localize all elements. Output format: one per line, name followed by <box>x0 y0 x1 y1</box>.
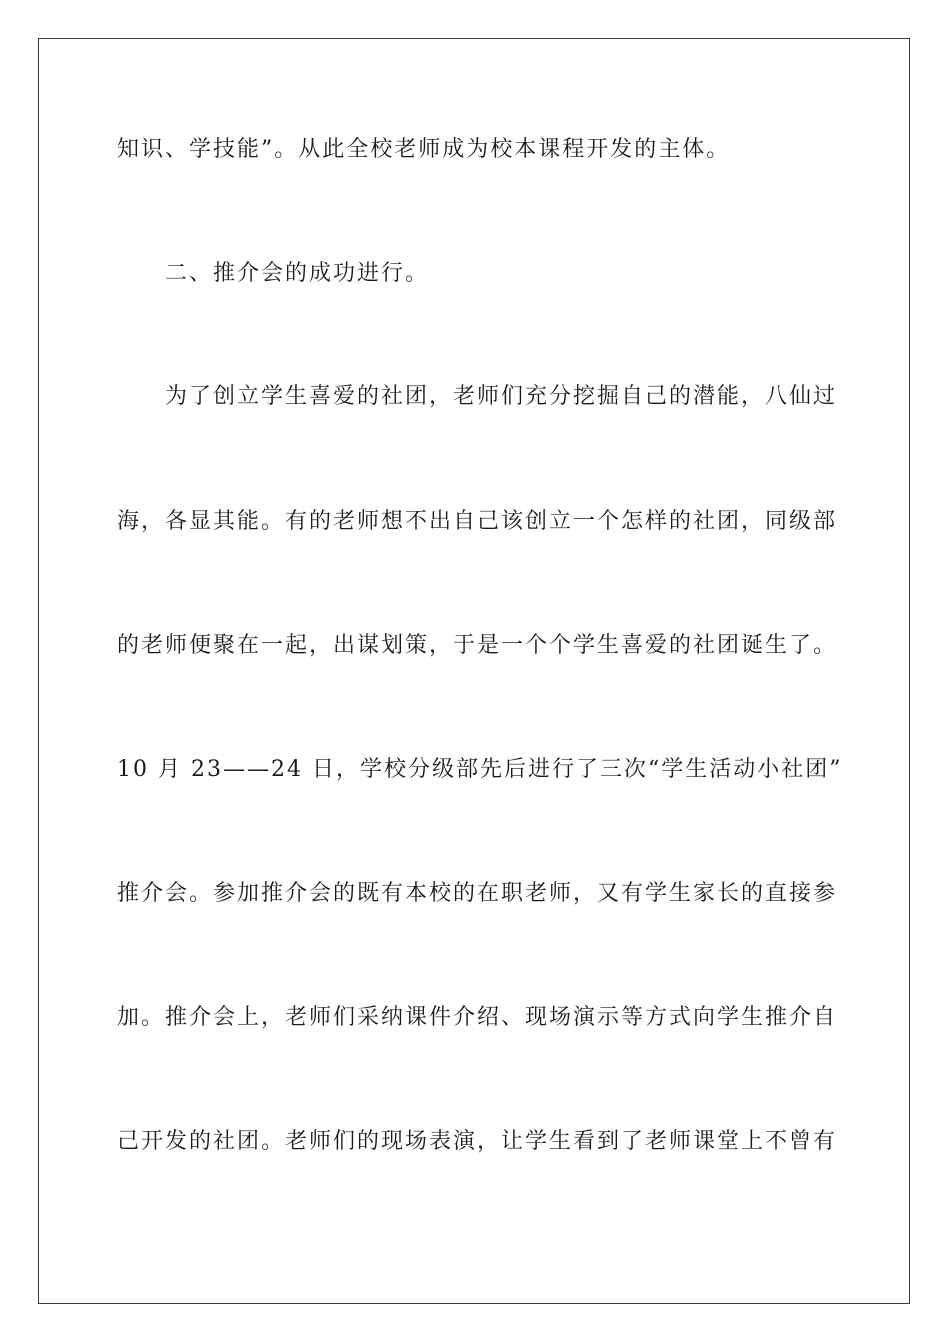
text-line-3: 为了创立学生喜爱的社团，老师们充分挖掘自己的潜能，八仙过 <box>165 384 838 409</box>
text-line-6: 10 月 23——24 日，学校分级部先后进行了三次“学生活动小社团” <box>117 757 843 782</box>
text-line-7: 推介会。参加推介会的既有本校的在职老师，又有学生家长的直接参 <box>117 881 838 906</box>
text-line-5: 的老师便聚在一起，出谋划策，于是一个个学生喜爱的社团诞生了。 <box>117 633 838 658</box>
text-line-9: 己开发的社团。老师们的现场表演，让学生看到了老师课堂上不曾有 <box>117 1129 838 1154</box>
text-line-4: 海，各显其能。有的老师想不出自己该创立一个怎样的社团，同级部 <box>117 509 838 534</box>
section-heading: 二、推介会的成功进行。 <box>165 261 430 286</box>
page-frame <box>38 38 910 1304</box>
text-line-1: 知识、学技能”。从此全校老师成为校本课程开发的主体。 <box>117 137 731 162</box>
text-line-8: 加。推介会上，老师们采纳课件介绍、现场演示等方式向学生推介自 <box>117 1005 838 1030</box>
